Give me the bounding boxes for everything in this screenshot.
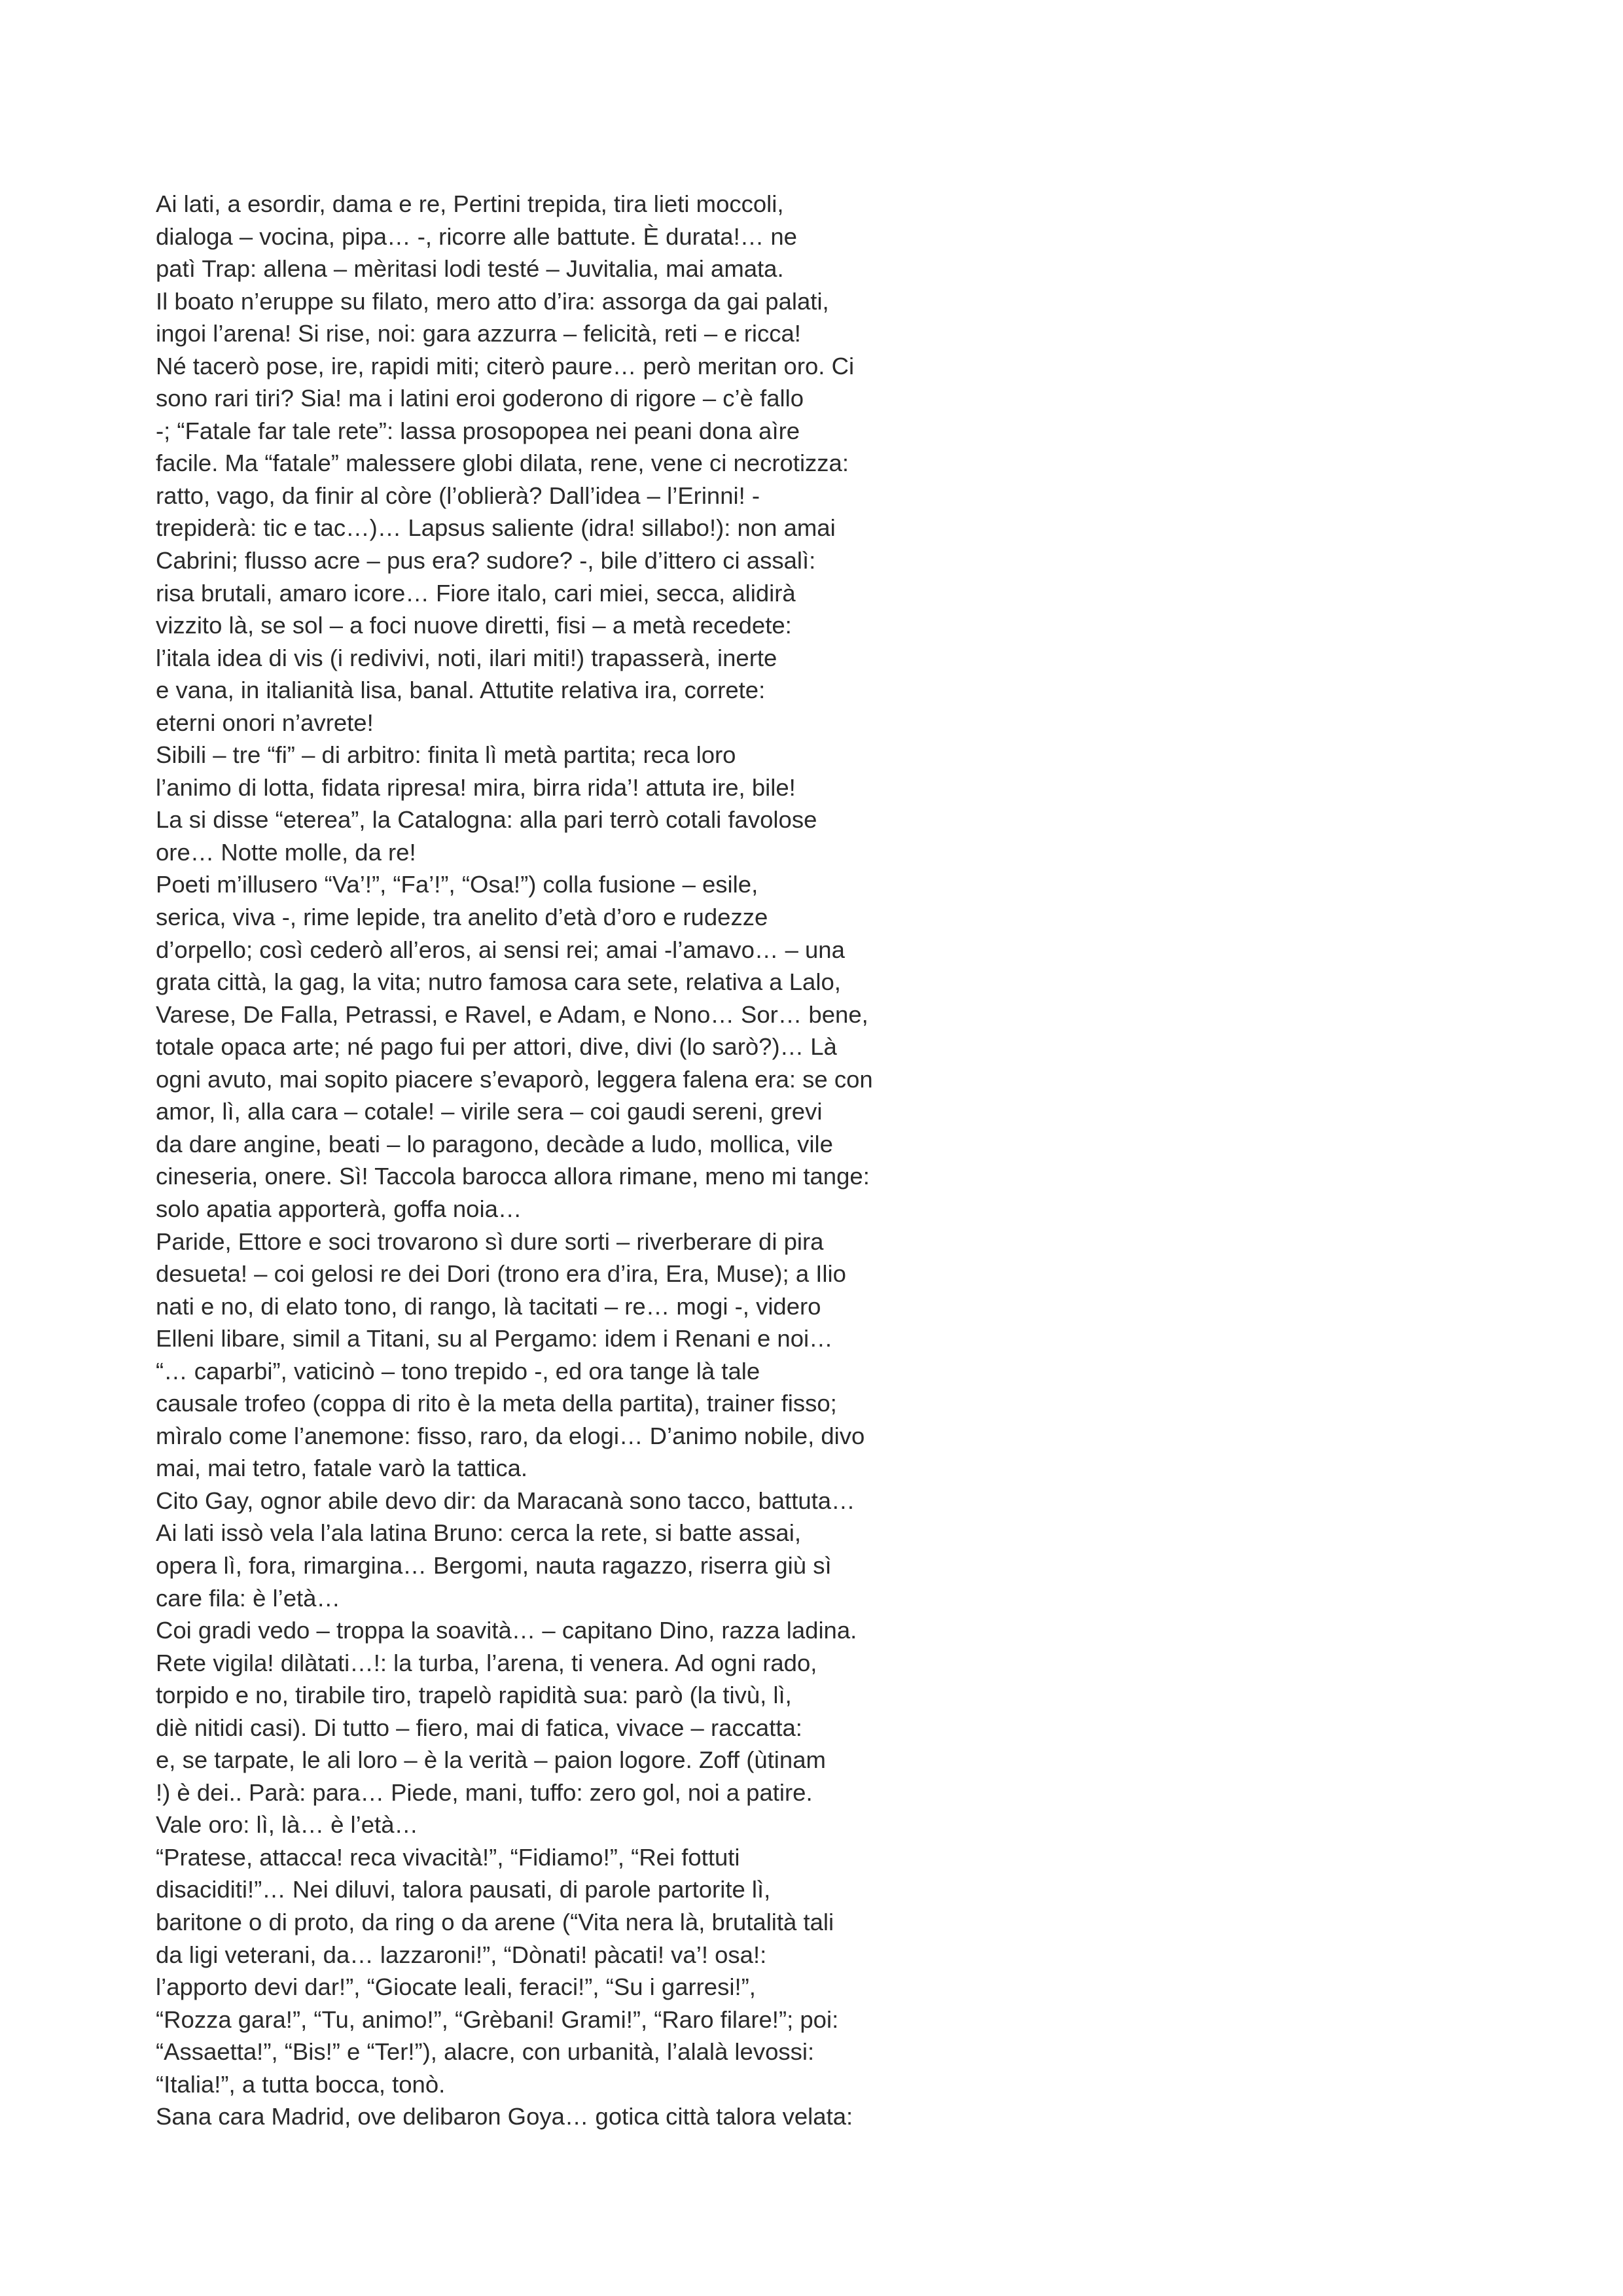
text-line: nati e no, di elato tono, di rango, là tacitati – re… mogi -, videro — [156, 1292, 821, 1320]
text-line: l’itala idea di vis (i redivivi, noti, ilari miti!) trapasserà, inerte — [156, 644, 777, 671]
text-line: “Pratese, attacca! reca vivacità!”, “Fidiamo!”, “Rei fottuti — [156, 1843, 740, 1871]
text-line: da ligi veterani, da… lazzaroni!”, “Dònati! pàcati! va’! osa!: — [156, 1941, 767, 1968]
text-line: facile. Ma “fatale” malessere globi dilata, rene, vene ci necrotizza: — [156, 450, 849, 477]
text-line: “Rozza gara!”, “Tu, animo!”, “Grèbani! Grami!”, “Raro filare!”; poi: — [156, 2005, 839, 2033]
text-line: diè nitidi casi). Di tutto – fiero, mai di fatica, vivace – raccatta: — [156, 1714, 802, 1741]
text-line: mìralo come l’anemone: fisso, raro, da elogi… D’animo nobile, divo — [156, 1422, 865, 1449]
text-line: “Italia!”, a tutta bocca, tonò. — [156, 2070, 446, 2098]
text-line: Cabrini; flusso acre – pus era? sudore? -, bile d’ittero ci assalì: — [156, 547, 816, 574]
text-line: care fila: è l’età… — [156, 1584, 340, 1612]
text-line: La si disse “eterea”, la Catalogna: alla pari terrò cotali favolose — [156, 806, 817, 834]
text-line: Cito Gay, ognor abile devo dir: da Maracanà sono tacco, battuta… — [156, 1487, 855, 1514]
text-line: Sana cara Madrid, ove delibaron Goya… gotica città talora velata: — [156, 2103, 853, 2130]
text-line: Ai lati issò vela l’ala latina Bruno: cerca la rete, si batte assai, — [156, 1519, 801, 1547]
text-line: torpido e no, tirabile tiro, trapelò rapidità sua: parò (la tivù, lì, — [156, 1682, 792, 1709]
text-line: disaciditi!”… Nei diluvi, talora pausati, di parole partorite lì, — [156, 1876, 771, 1903]
text-line: Coi gradi vedo – troppa la soavità… – capitano Dino, razza ladina. — [156, 1617, 857, 1644]
text-line: totale opaca arte; né pago fui per attori, dive, divi (lo sarò?)… Là — [156, 1033, 837, 1061]
text-line: ore… Notte molle, da re! — [156, 838, 416, 866]
text-line: risa brutali, amaro icore… Fiore italo, cari miei, secca, alidirà — [156, 579, 796, 607]
text-line: e, se tarpate, le ali loro – è la verità – paion logore. Zoff (ùtinam — [156, 1746, 826, 1774]
text-line: Poeti m’illusero “Va’!”, “Fa’!”, “Osa!”) colla fusione – esile, — [156, 871, 758, 898]
text-line: dialoga – vocina, pipa… -, ricorre alle battute. È durata!… ne — [156, 222, 797, 250]
text-line: e vana, in italianità lisa, banal. Attutite relativa ira, correte: — [156, 677, 766, 704]
text-line: Il boato n’eruppe su filato, mero atto d’ira: assorga da gai palati, — [156, 287, 829, 315]
text-line: !) è dei.. Parà: para… Piede, mani, tuffo: zero gol, noi a patire. — [156, 1778, 813, 1806]
text-line: opera lì, fora, rimargina… Bergomi, nauta ragazzo, riserra giù sì — [156, 1551, 832, 1579]
text-line: causale trofeo (coppa di rito è la meta della partita), trainer fisso; — [156, 1390, 837, 1417]
text-line: Paride, Ettore e soci trovarono sì dure sorti – riverberare di pira — [156, 1227, 824, 1255]
text-line: trepiderà: tic e tac…)… Lapsus saliente (idra! sillabo!): non amai — [156, 514, 836, 542]
text-line: d’orpello; così cederò all’eros, ai sensi rei; amai -l’amavo… – una — [156, 936, 845, 963]
text-line: vizzito là, se sol – a foci nuove diretti, fisi – a metà recedete: — [156, 612, 792, 639]
text-line: sono rari tiri? Sia! ma i latini eroi goderono di rigore – c’è fallo — [156, 385, 804, 412]
text-line: Vale oro: lì, là… è l’età… — [156, 1811, 419, 1839]
text-line: Rete vigila! dilàtati…!: la turba, l’arena, ti venera. Ad ogni rado, — [156, 1649, 817, 1676]
text-line: “Assaetta!”, “Bis!” e “Ter!”), alacre, con urbanità, l’alalà levossi: — [156, 2038, 815, 2066]
text-line: grata città, la gag, la vita; nutro famosa cara sete, relativa a Lalo, — [156, 968, 841, 996]
text-line: da dare angine, beati – lo paragono, decàde a ludo, mollica, vile — [156, 1130, 833, 1157]
text-line: desueta! – coi gelosi re dei Dori (trono era d’ira, Era, Muse); a Ilio — [156, 1260, 846, 1288]
text-line: ingoi l’arena! Si rise, noi: gara azzurra – felicità, reti – e ricca! — [156, 320, 801, 347]
text-line: cineseria, onere. Sì! Taccola barocca allora rimane, meno mi tange: — [156, 1163, 870, 1190]
text-line: -; “Fatale far tale rete”: lassa prosopopea nei peani dona aìre — [156, 417, 800, 444]
text-line: “… caparbi”, vaticinò – tono trepido -, ed ora tange là tale — [156, 1357, 760, 1385]
text-line: Sibili – tre “fi” – di arbitro: finita lì metà partita; reca loro — [156, 741, 736, 769]
body-text — [156, 188, 941, 2133]
text-line: ratto, vago, da finir al còre (l’oblierà? Dall’idea – l’Erinni! - — [156, 482, 760, 509]
text-line: ogni avuto, mai sopito piacere s’evaporò, leggera falena era: se con — [156, 1065, 873, 1093]
text-line: mai, mai tetro, fatale varò la tattica. — [156, 1455, 528, 1482]
text-line: Ai lati, a esordir, dama e re, Pertini trepida, tira lieti moccoli, — [156, 190, 784, 217]
text-line: Elleni libare, simil a Titani, su al Pergamo: idem i Renani e noi… — [156, 1325, 833, 1352]
text-line: serica, viva -, rime lepide, tra anelito d’età d’oro e rudezze — [156, 904, 768, 931]
text-line: Né tacerò pose, ire, rapidi miti; citerò paure… però meritan oro. Ci — [156, 352, 855, 380]
text-line: eterni onori n’avrete! — [156, 709, 374, 736]
text-line: l’animo di lotta, fidata ripresa! mira, birra rida’! attuta ire, bile! — [156, 773, 796, 801]
text-line: Varese, De Falla, Petrassi, e Ravel, e Adam, e Nono… Sor… bene, — [156, 1000, 868, 1028]
text-line: amor, lì, alla cara – cotale! – virile sera – coi gaudi sereni, grevi — [156, 1098, 823, 1125]
text-line: l’apporto devi dar!”, “Giocate leali, feraci!”, “Su i garresi!”, — [156, 1973, 756, 2001]
text-line: patì Trap: allena – mèritasi lodi testé – Juvitalia, mai amata. — [156, 255, 784, 283]
text-line: baritone o di proto, da ring o da arene (“Vita nera là, brutalità tali — [156, 1908, 834, 1935]
text-line: solo apatia apporterà, goffa noia… — [156, 1195, 522, 1222]
